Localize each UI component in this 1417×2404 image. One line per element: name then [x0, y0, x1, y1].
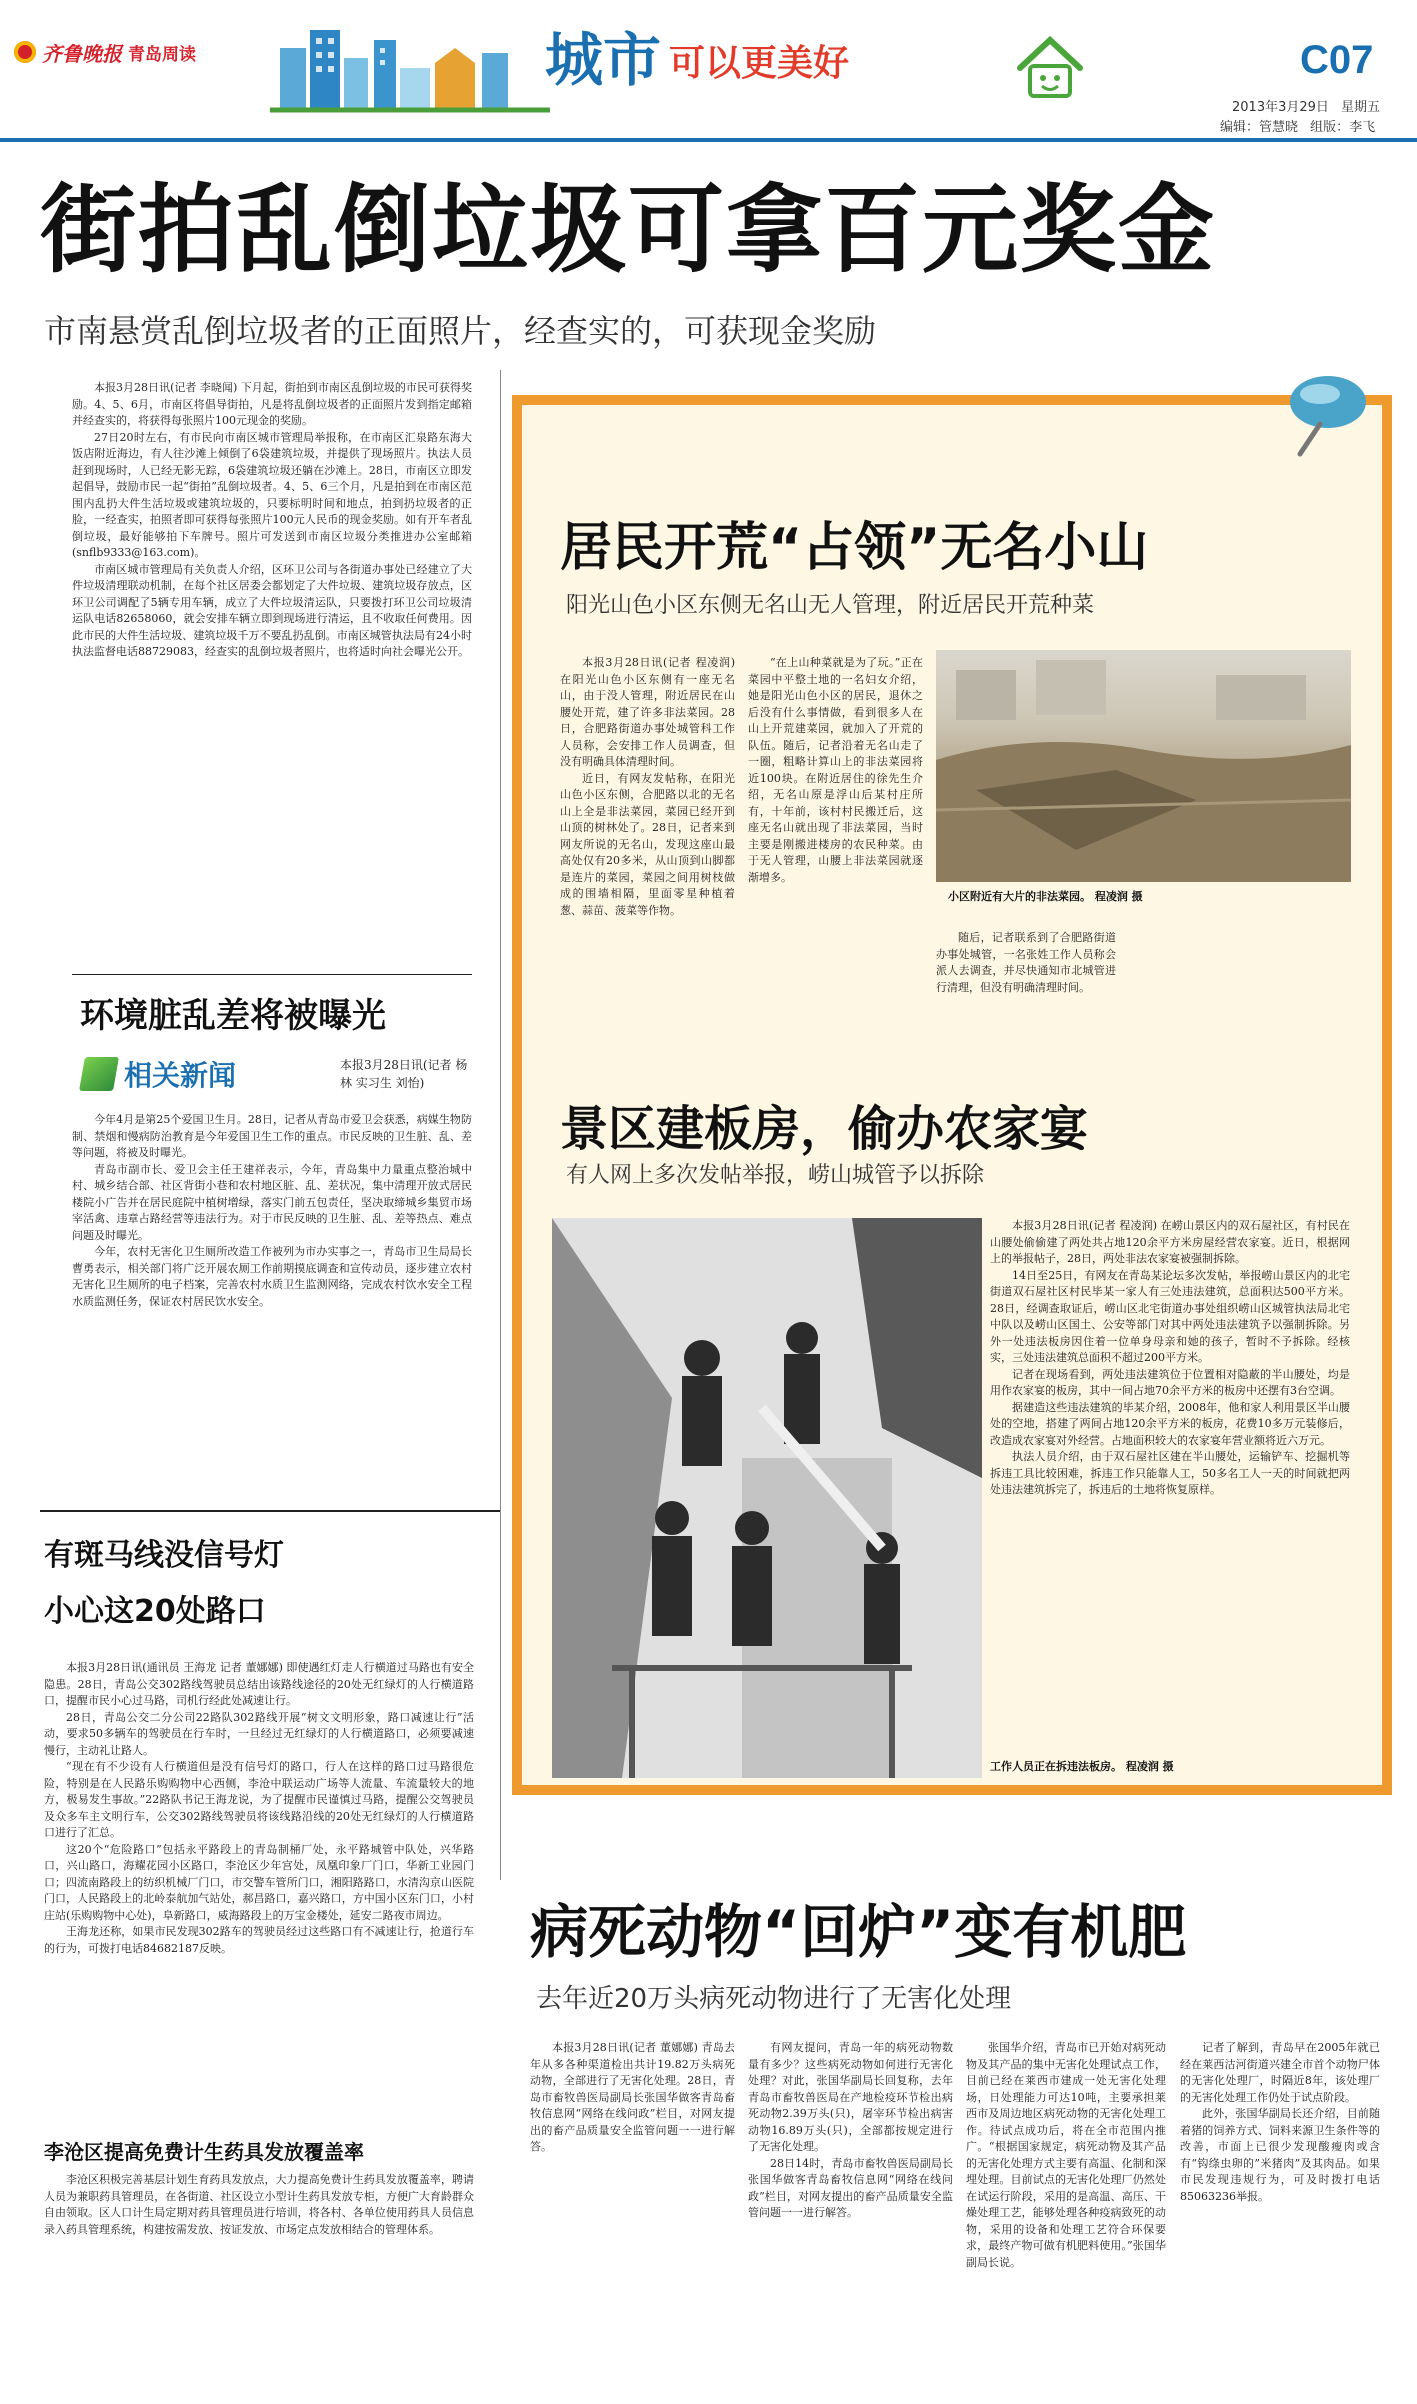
- pencil-icon: [79, 1057, 119, 1091]
- hill-para-4: 随后，记者联系到了合肥路街道办事处城管，一名张姓工作人员称会派人去调查，并尽快通知市北城管进行清理，但没有明确清理时间。: [936, 931, 1116, 994]
- hill-photo-caption: 小区附近有大片的非法菜园。 程凌润 摄: [948, 890, 1143, 903]
- scenic-para-3: 记者在现场看到，两处违法建筑位于位置相对隐蔽的半山腰处，均是用作农家宴的板房，其中一间占地70余平方米的板房中还摆有3台空调。: [990, 1367, 1350, 1397]
- pushpin-icon: [1270, 350, 1380, 460]
- zebra-headline-1: 有斑马线没信号灯: [44, 1538, 284, 1573]
- lead-para-1: 本报3月28日讯(记者 李晓闻) 下月起，街拍到市南区乱倒垃圾的市民可获得奖励。4、5、6月，市南区将倡导街拍，凡是将乱倒垃圾者的正面照片发到指定邮箱并经查实的，将获得每张照片100元现金的奖励。: [72, 381, 472, 427]
- edition-name: 青岛周读: [128, 44, 196, 65]
- animals-headline: 病死动物“回炉”变有机肥: [530, 1898, 1187, 1966]
- animals-story-body-4: [1180, 2040, 1380, 2390]
- lead-headline: 街拍乱倒垃圾可拿百元奖金: [40, 174, 1216, 286]
- scenic-photo-caption: 工作人员正在拆违法板房。 程凌润 摄: [990, 1760, 1174, 1773]
- date-line: [1232, 96, 1380, 115]
- env-byline: 本报3月28日讯(记者 杨林 实习生 刘怡): [340, 1058, 468, 1090]
- lead-para-3: 市南区城市管理局有关负责人介绍，区环卫公司与各街道办事处已经建立了大件垃圾清理联动机制，在每个社区居委会都划定了大件垃圾、建筑垃圾存放点，区环卫公司调配了5辆专用车辆，成立了大件垃圾清运队，只要拨打环卫公司垃圾清运队电话82658060，就会安排车辆立即到现场进行清运，且不收取任何费用。因此市民的大件生活垃圾、建筑垃圾千万不要乱扔乱倒。市南区城管执法局有24小时执法监督电话88729083，经查实的乱倒垃圾者照片，也将适时向社会曝光公开。: [72, 562, 472, 658]
- animals-para-4: 张国华介绍，青岛市已开始对病死动物及其产品的集中无害化处理试点工作，目前已经在莱西市建成一处无害化处理场，日处理能力可达10吨，主要承担莱西市及周边地区病死动物的无害化处理工作。待试点成功后，将在全市范围内推广。“根据国家规定，病死动物及其产品的无害化处理方式主要有高温、化制和深埋处理。目前试点的无害化处理厂仍然处在试运行阶段，采用的是高温、高压、干燥处理工艺，能够处理各种疫病致死的动物，采用的设备和处理工艺符合环保要求，最终产物可做有机肥料使用。”张国华副局长说。: [966, 2041, 1166, 2269]
- zebra-para-2: 28日，青岛公交二分公司22路队302路线开展“树文文明形象，路口减速让行”活动，要求50多辆车的驾驶员在行车时，一旦经过无红绿灯的人行横道路口，必须要减速慢行，主动礼让路人。: [44, 1710, 474, 1757]
- scenic-para-2: 14日至25日，有网友在青岛某论坛多次发帖，举报崂山景区内的北宅街道双石屋社区村民毕某一家人有三处违法建筑，总面积达500平方米。28日，经调查取证后，崂山区北宅街道办事处组织崂山区城管执法局北宅中队以及崂山区国土、公安等部门对其中两处违法建筑予以强制拆除。另外一处违法板房因住着一位单身母亲和她的孩子，暂时不予拆除。经核实，三处违法建筑总面积不超过200平方米。: [990, 1268, 1350, 1364]
- animals-para-5: 记者了解到，青岛早在2005年就已经在莱西沽河街道兴建全市首个动物尸体的无害化处理厂，时隔近8年，该处理厂的无害化处理工作仍处于试点阶段。: [1180, 2041, 1380, 2104]
- paper-name: 齐鲁晚报: [42, 41, 122, 66]
- issue-date: 2013年3月29日: [1232, 100, 1329, 115]
- issue-weekday: 星期五: [1341, 100, 1381, 115]
- env-para-2: 青岛市副市长、爱卫会主任王建祥表示，今年，青岛集中力量重点整治城中村、城乡结合部、社区背街小巷和农村地区脏、乱、差状况，集中清理开放式居民楼院小广告并在居民庭院中植树增绿，落实门前五包责任，坚决取缔城乡集贸市场宰活禽、违章占路经营等违法行为。对于市民反映的卫生脏、乱、差等热点、难点问题及时曝光。: [72, 1162, 472, 1242]
- section-title-char1: 城: [545, 26, 604, 94]
- sun-logo-icon: [14, 41, 36, 63]
- zebra-story-body: [44, 1660, 474, 2120]
- animals-para-6: 此外，张国华副局长还介绍，目前随着猪的饲养方式、饲料来源卫生条件等的改善，市面上已很少发现酸瘦肉或含有“钩绦虫卵的”米猪肉”及其肉品。如果市民发现违规行为，可及时拨打电话85063236举报。: [1180, 2107, 1380, 2203]
- zebra-para-4: 这20个“危险路口”包括永平路段上的青岛制桶厂处，永平路城管中队处，兴华路口，兴山路口，海耀花园小区路口，李沧区少年宫处，凤凰印象厂门口，华新工业园门口；四流南路段上的纺织机械厂门口，市交警车管所门口，湘阳路路口，水清沟京山医院门口，人民路段上的北岭泰航加气站处，郝昌路口，嘉兴路口，方中国小区东门口，小村庄站(乐购购物中心处)，阜新路口，威海路段上的万宝金楼处，延安二路夜市周边。: [44, 1842, 474, 1922]
- animals-story-body-2: [748, 2040, 953, 2390]
- licang-para-1: 李沧区积极完善基层计划生育药具发放点，大力提高免费计生药具发放覆盖率，聘请人员为兼职药具管理员，在各街道、社区设立小型计生药具发放专柜，方便广大育龄群众自由领取。区人口计生局定期对药具管理员进行培训，将各村、各单位使用药具人员信息录入药具管理系统，构建按需发放、按证发放、市场定点发放相结合的管理体系。: [44, 2173, 474, 2236]
- header-rule: [0, 138, 1417, 142]
- hill-subhead: 阳光山色小区东侧无名山无人管理，附近居民开荒种菜: [566, 593, 1095, 618]
- paper-logo: [14, 32, 234, 72]
- animals-story-body-3: [966, 2040, 1166, 2390]
- lead-para-2: 27日20时左右，有市民向市南区城市管理局举报称，在市南区汇泉路东海大饭店附近海边，有人往沙滩上倾倒了6袋建筑垃圾，并提供了现场照片。执法人员赶到现场时，人已经无影无踪，6袋建筑垃圾还躺在沙滩上。28日，市南区立即发起倡导，鼓励市民一起“街拍”乱倒垃圾者。4、5、6三个月，凡是拍到在市南区范围内乱扔大件生活垃圾或建筑垃圾的，只要标明时间和地点，拍到扔垃圾者的正脸，一经查实，拍照者即可获得每张照片100元人民币的现金奖励。如有开车者乱倒垃圾，最好能够拍下车牌号。照片可发送到市南区垃圾分类推进办公室邮箱(snflb9333@163.com)。: [72, 430, 472, 559]
- scenic-story-body: [990, 1218, 1350, 1748]
- hill-para-2: 近日，有网友发帖称，在阳光山色小区东侧，合肥路以北的无名山上全是非法菜园，菜园已经开到山顶的树林处了。28日，记者来到网友所说的无名山，发现这座山最高处仅有20多米，从山顶到山脚都是连片的菜园，菜园之间用树枝做成的围墙相隔，里面零星种植着葱、蒜苗、菠菜等作物。: [560, 771, 735, 917]
- layout-line: 组版：李飞: [1310, 120, 1376, 135]
- env-bottom-rule: [40, 1510, 500, 1512]
- related-news-badge: [82, 1052, 322, 1096]
- lead-bottom-rule: [72, 974, 472, 975]
- animals-subhead: 去年近20万头病死动物进行了无害化处理: [536, 1984, 1012, 2014]
- hill-headline: 居民开荒“占领”无名小山: [560, 518, 1149, 578]
- zebra-headline-2: 小心这20处路口: [44, 1594, 266, 1629]
- animals-para-1: 本报3月28日讯(记者 董娜娜) 青岛去年从多各种渠道检出共计19.82万头病死动物，全部进行了无害化处理。28日，青岛市畜牧兽医局副局长张国华做客青岛畜牧信息网“网络在线问政”栏目，对网友提出的畜产品质量安全监管问题一一进行解答。: [530, 2041, 735, 2153]
- editor-line: 编辑：管慧晓: [1220, 120, 1299, 135]
- hill-para-3: “在上山种菜就是为了玩。”正在菜园中平整土地的一名妇女介绍，她是阳光山色小区的居民，退休之后没有什么事情做，看到很多人在山上开荒建菜园，就加入了开荒的队伍。随后，记者沿着无名山走了一圈，粗略计算山上的非法菜园将近100块。在附近居住的徐先生介绍，无名山原是浮山后某村庄所有，十年前，该村村民搬迁后，这座无名山就出现了非法菜园，当时主要是刚搬进楼房的农民种菜。由于无人管理，山腰上非法菜园就逐渐增多。: [748, 656, 923, 884]
- section-title: [545, 26, 850, 94]
- hill-para-1: 本报3月28日讯(记者 程凌润) 在阳光山色小区东侧有一座无名山，由于没人管理，附近居民在山腰处开荒，建了许多非法菜园。28日，合肥路街道办事处城管科工作人员称，会安排工作人员调查，但没有明确具体清理时间。: [560, 656, 735, 768]
- animals-para-3: 28日14时，青岛市畜牧兽医局副局长张国华做客青岛畜牧信息网“网络在线问政”栏目，对网友提出的畜产品质量安全监管问题一一进行解答。: [748, 2156, 953, 2219]
- hill-photo-scene: [936, 650, 1351, 882]
- env-story-body: [72, 1112, 472, 1492]
- licang-headline: 李沧区提高免费计生药具发放覆盖率: [44, 2140, 364, 2164]
- zebra-para-3: “现在有不少设有人行横道但是没有信号灯的路口，行人在这样的路口过马路很危险，特别是在人民路乐购购物中心西侧，李沧中联运动广场等人流量、车流量较大的地方，极易发生事故。”22路队书记王海龙说，为了提醒市民谨慎过马路，提醒公交驾驶员及众多车主文明行车，公交302路线驾驶员将该线路沿线的20处无红绿灯的人行横道路口进行了汇总。: [44, 1760, 474, 1839]
- scenic-para-1: 本报3月28日讯(记者 程凌润) 在崂山景区内的双石屋社区，有村民在山腰处偷偷建了两处共占地120余平方米房屋经营农家宴。近日，根据网上的举报帖子，28日，两处非法农家宴被强制拆除。: [990, 1219, 1350, 1265]
- env-headline: 环境脏乱差将被曝光: [80, 996, 386, 1036]
- lead-subhead: 市南悬赏乱倒垃圾者的正面照片，经查实的，可获现金奖励: [44, 312, 877, 350]
- masthead: [0, 0, 1417, 140]
- skyline-illustration: [270, 18, 550, 113]
- lead-story-body: [72, 380, 472, 970]
- page-code: C07: [1300, 38, 1374, 82]
- scenic-headline: 景区建板房，偷办农家宴: [560, 1101, 1089, 1157]
- animals-story-body-1: [530, 2040, 735, 2390]
- scenic-para-5: 执法人员介绍，由于双石屋社区建在半山腰处，运输铲车、挖掘机等拆违工具比较困难，拆违工作只能靠人工，50多名工人一天的时间就把两处违法建筑拆完了，拆违后的土地将恢复原样。: [990, 1450, 1350, 1496]
- hill-story-body-4: [1130, 930, 1350, 1265]
- scenic-photo-scene: [552, 1218, 982, 1778]
- licang-story-body: [44, 2172, 474, 2292]
- zebra-para-5: 王海龙还称，如果市民发现302路车的驾驶员经过这些路口有不减速让行，抢道行车的行为，可拨打电话84682187反映。: [44, 1925, 474, 1955]
- left-column-divider: [500, 370, 501, 1880]
- staff-line: [1220, 116, 1375, 135]
- animals-para-2: 有网友提问，青岛一年的病死动物数量有多少？这些病死动物如何进行无害化处理？对此，张国华副局长回复称，去年青岛市畜牧兽医局在产地检疫环节检出病死动物2.39万头(只)，屠宰环节检出病害动物16.89万头(只)，全部都按规定进行了无害化处理。: [748, 2041, 953, 2153]
- related-news-label: 相关新闻: [124, 1059, 237, 1092]
- scenic-subhead: 有人网上多次发帖举报，崂山城管予以拆除: [566, 1163, 985, 1188]
- env-para-1: 今年4月是第25个爱国卫生月。28日，记者从青岛市爱卫会获悉，病媒生物防制、禁烟和慢病防治教育是今年爱国卫生工作的重点。市民反映的卫生脏、乱、差等问题，将被及时曝光。: [72, 1113, 472, 1159]
- zebra-para-1: 本报3月28日讯(通讯员 王海龙 记者 董娜娜) 即使遇红灯走人行横道过马路也有安全隐患。28日，青岛公交302路线驾驶员总结出该路线途径的20处无红绿灯的人行横道路口，提醒市民小心过马路，司机行经此处减速让行。: [44, 1661, 474, 1707]
- env-para-3: 今年，农村无害化卫生厕所改造工作被列为市办实事之一，青岛市卫生局局长曹勇表示，相关部门将广泛开展农厕工作前期摸底调查和宣传动员，逐步建立农村无害化卫生厕所的电子档案，完善农村水质卫生监测网络，完成农村饮水安全工程水质监测任务，保证农村居民饮水安全。: [72, 1245, 472, 1308]
- scenic-para-4: 据建造这些违法建筑的毕某介绍，2008年，他和家人利用景区半山腰处的空地，搭建了两间占地120余平方米的板房，花费10多万元装修后，改造成农家宴对外经营。占地面积较大的农家宴年营业额将近六万元。: [990, 1400, 1350, 1447]
- section-title-char2: 市: [603, 26, 662, 94]
- section-title-tail: 可以更美好: [669, 43, 850, 84]
- scenic-photo: [552, 1218, 982, 1778]
- house-smile-icon: [1010, 30, 1090, 100]
- hill-photo: [936, 650, 1351, 882]
